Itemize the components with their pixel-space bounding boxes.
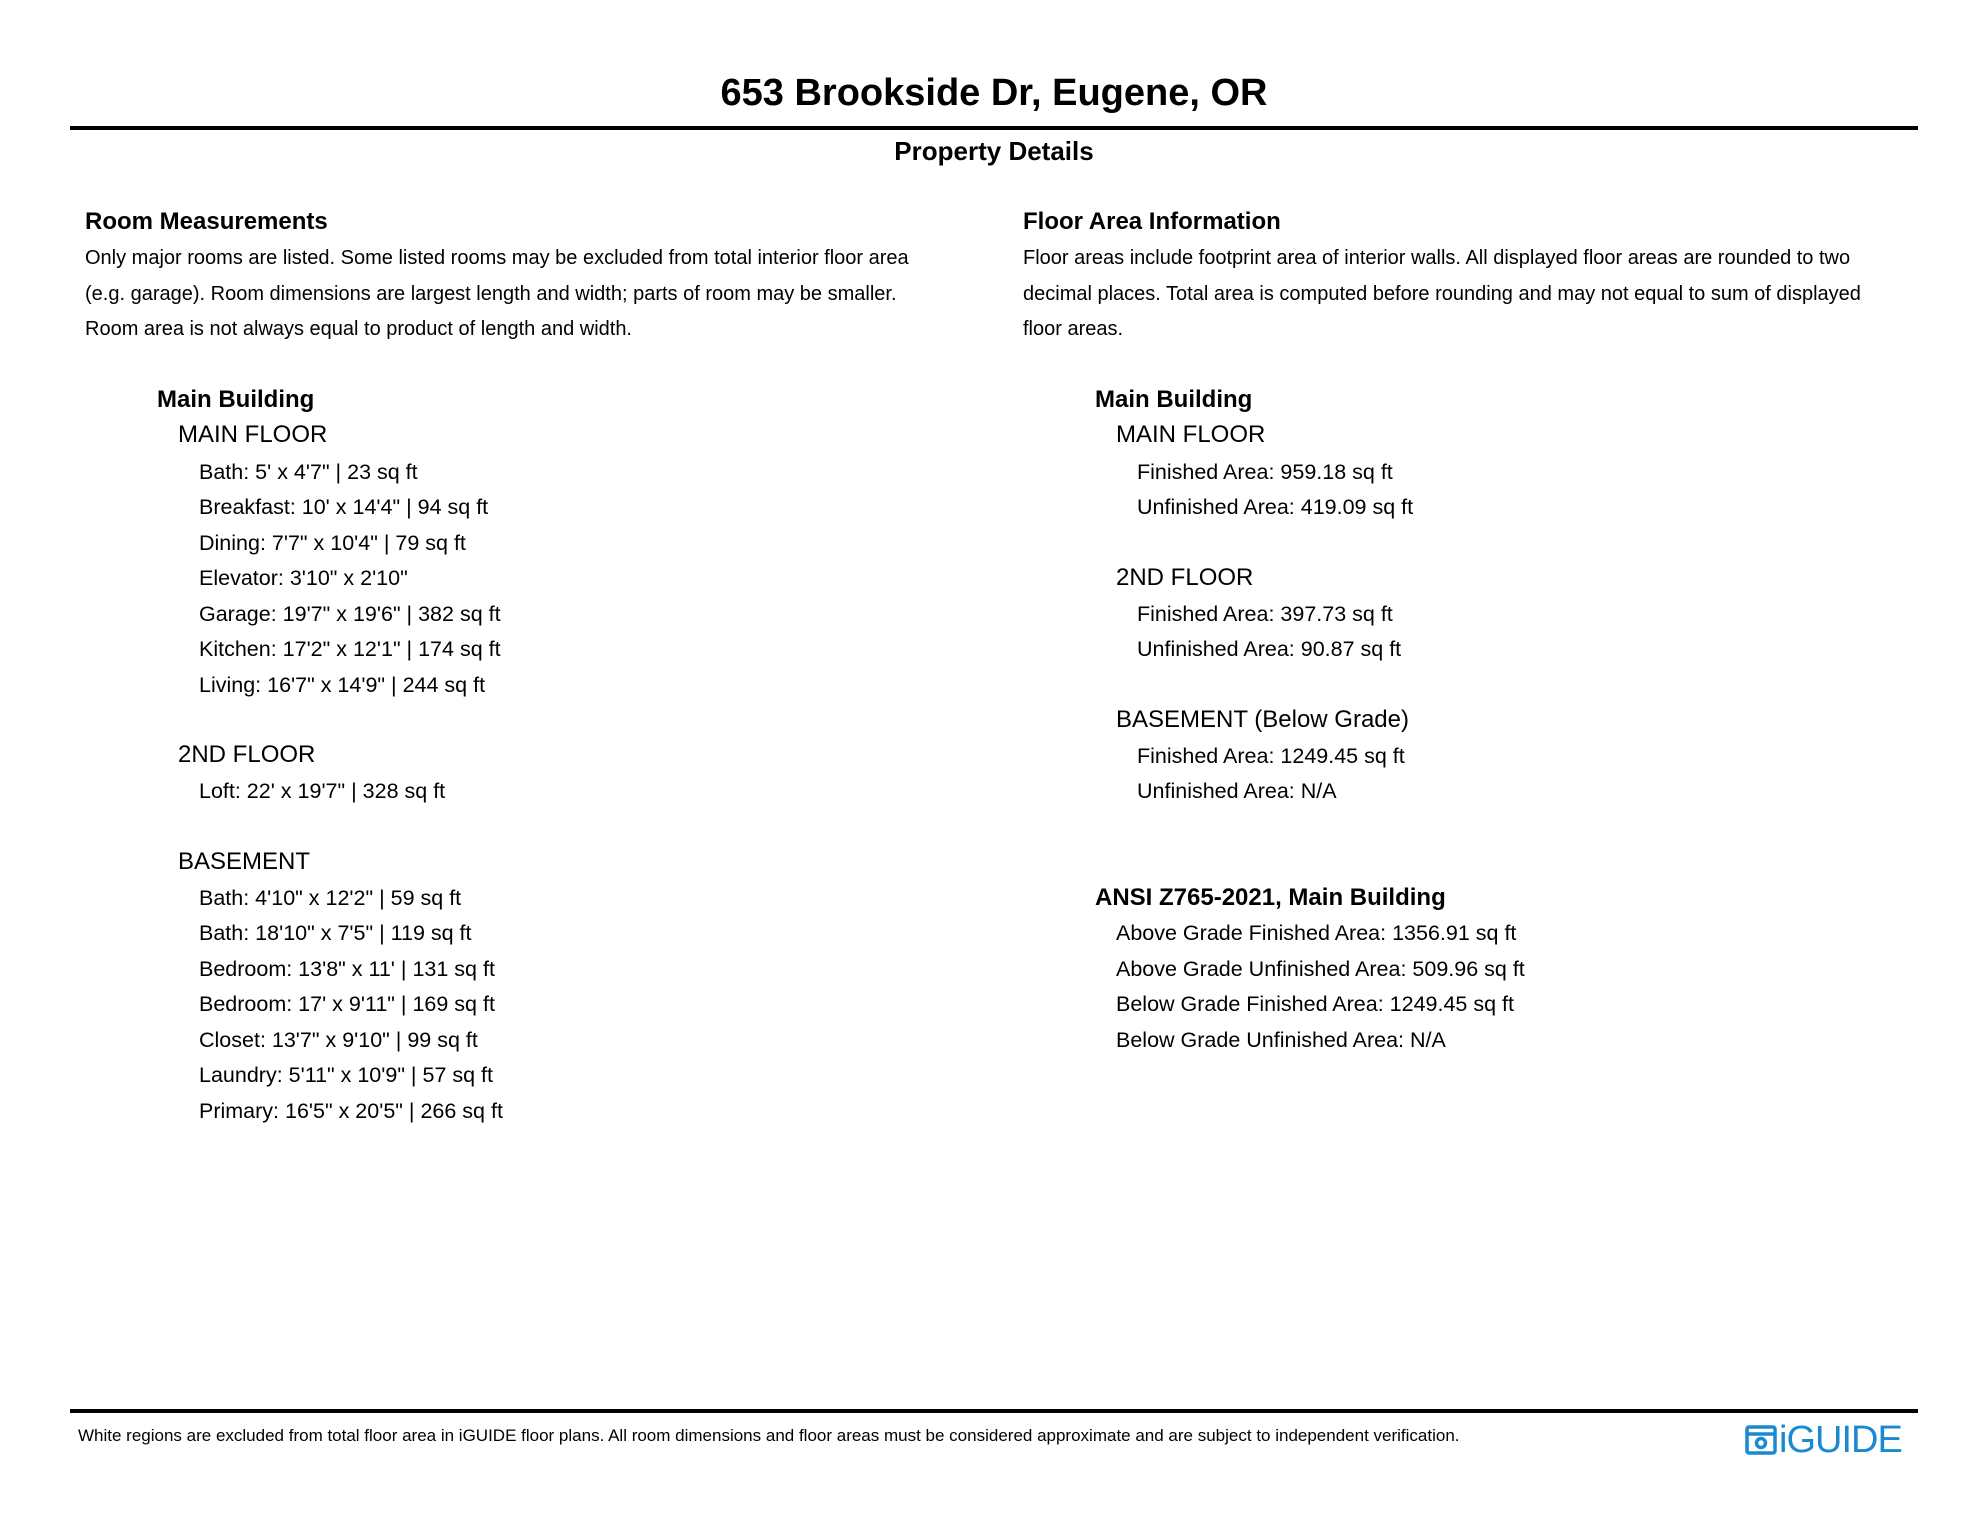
ansi-item: Above Grade Unfinished Area: 509.96 sq ft	[1116, 957, 1525, 981]
ansi-heading: ANSI Z765-2021, Main Building	[1095, 884, 1446, 911]
room-item: Bath: 4'10" x 12'2" | 59 sq ft	[199, 886, 462, 910]
floor-area-basement-heading: BASEMENT (Below Grade)	[1116, 706, 1409, 733]
ansi-item: Below Grade Finished Area: 1249.45 sq ft	[1116, 992, 1514, 1016]
floor-heading-main: MAIN FLOOR	[178, 421, 328, 448]
page-subtitle: Property Details	[894, 136, 1094, 166]
iguide-logo	[1745, 1420, 1902, 1460]
floor-area-main-heading: MAIN FLOOR	[1116, 421, 1266, 448]
room-item: Kitchen: 17'2" x 12'1" | 174 sq ft	[199, 637, 501, 661]
ansi-item: Above Grade Finished Area: 1356.91 sq ft	[1116, 921, 1517, 945]
area-item: Unfinished Area: N/A	[1137, 779, 1337, 803]
footer-disclaimer: White regions are excluded from total floor area in iGUIDE floor plans. All room dimensions and floor areas must be considered approximate and are subject to independent verification.	[78, 1426, 1460, 1445]
floor-area-desc-line: Floor areas include footprint area of interior walls. All displayed floor areas are rounded to two	[1023, 247, 1851, 269]
building-heading: Main Building	[157, 386, 315, 413]
floor-area-desc-line: decimal places. Total area is computed before rounding and may not equal to sum of displayed	[1023, 283, 1861, 305]
room-item: Bedroom: 17' x 9'11" | 169 sq ft	[199, 992, 495, 1016]
logo-wordmark: iGUIDE	[1779, 1419, 1902, 1461]
floor-area-2nd-heading: 2ND FLOOR	[1116, 564, 1254, 591]
room-item: Primary: 16'5" x 20'5" | 266 sq ft	[199, 1099, 503, 1123]
room-item: Bath: 18'10" x 7'5" | 119 sq ft	[199, 921, 472, 945]
room-item: Laundry: 5'11" x 10'9" | 57 sq ft	[199, 1063, 494, 1087]
floor-area-heading: Floor Area Information	[1023, 208, 1281, 235]
room-item: Dining: 7'7" x 10'4" | 79 sq ft	[199, 531, 466, 555]
room-item: Bedroom: 13'8" x 11' | 131 sq ft	[199, 957, 495, 981]
floor-area-desc-line: floor areas.	[1023, 318, 1124, 340]
room-item: Bath: 5' x 4'7" | 23 sq ft	[199, 460, 418, 484]
area-item: Finished Area: 397.73 sq ft	[1137, 602, 1393, 626]
room-item: Closet: 13'7" x 9'10" | 99 sq ft	[199, 1028, 478, 1052]
room-measurements-desc-line: Only major rooms are listed. Some listed rooms may be excluded from total interior floor area	[85, 247, 909, 269]
area-item: Finished Area: 959.18 sq ft	[1137, 460, 1393, 484]
ansi-item: Below Grade Unfinished Area: N/A	[1116, 1028, 1446, 1052]
room-item: Elevator: 3'10" x 2'10"	[199, 566, 408, 590]
floor-heading-2nd: 2ND FLOOR	[178, 741, 316, 768]
room-measurements-desc-line: Room area is not always equal to product of length and width.	[85, 318, 632, 340]
room-measurements-heading: Room Measurements	[85, 208, 328, 235]
room-measurements-desc-line: (e.g. garage). Room dimensions are largest length and width; parts of room may be smaller.	[85, 283, 897, 305]
page-title: 653 Brookside Dr, Eugene, OR	[720, 72, 1268, 114]
area-item: Finished Area: 1249.45 sq ft	[1137, 744, 1405, 768]
area-item: Unfinished Area: 419.09 sq ft	[1137, 495, 1414, 519]
room-item: Breakfast: 10' x 14'4" | 94 sq ft	[199, 495, 489, 519]
footer-divider	[70, 1409, 1918, 1413]
iguide-camera-icon	[1745, 1425, 1777, 1455]
area-item: Unfinished Area: 90.87 sq ft	[1137, 637, 1402, 661]
room-item: Garage: 19'7" x 19'6" | 382 sq ft	[199, 602, 501, 626]
building-heading: Main Building	[1095, 386, 1253, 413]
floor-heading-basement: BASEMENT	[178, 848, 311, 875]
header-divider	[70, 126, 1918, 130]
room-item: Living: 16'7" x 14'9" | 244 sq ft	[199, 673, 486, 697]
room-item: Loft: 22' x 19'7" | 328 sq ft	[199, 779, 446, 803]
